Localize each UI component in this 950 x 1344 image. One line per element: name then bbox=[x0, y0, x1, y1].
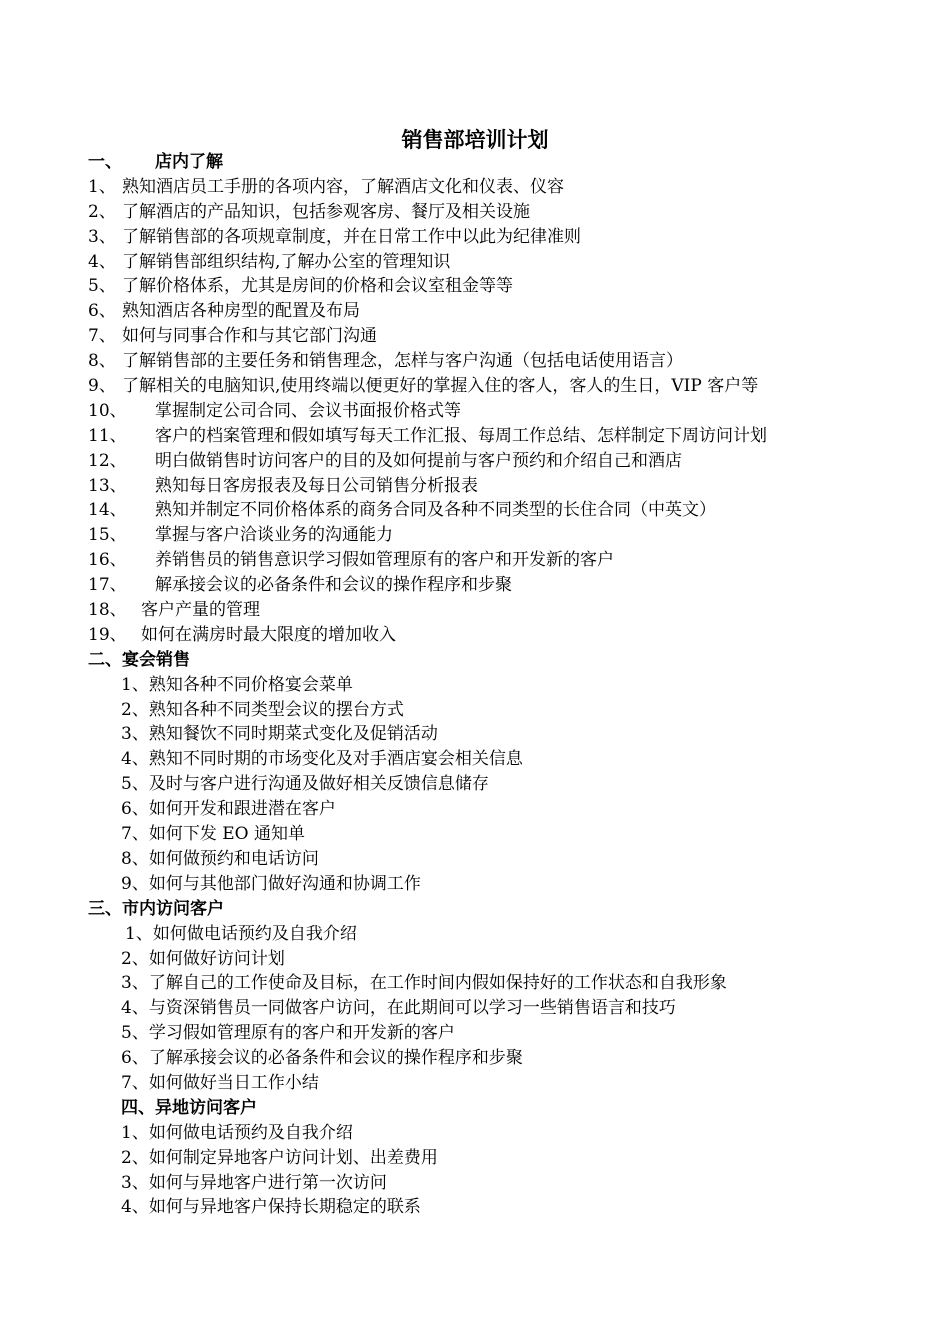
item-number: 11、 bbox=[88, 425, 127, 446]
item-number: 2、 bbox=[88, 201, 116, 222]
item-text: 如何在满房时最大限度的增加收入 bbox=[141, 624, 396, 645]
list-item bbox=[88, 349, 928, 374]
list-item bbox=[88, 274, 928, 299]
item-number: 12、 bbox=[88, 450, 127, 471]
section-heading bbox=[88, 150, 928, 175]
item-number: 14、 bbox=[88, 500, 127, 521]
list-item bbox=[88, 474, 928, 499]
list-item: 1、如何做电话预约及自我介绍 bbox=[125, 923, 357, 944]
list-item: 2、熟知各种不同类型会议的摆台方式 bbox=[121, 699, 404, 720]
list-item: 7、如何下发 EO 通知单 bbox=[121, 824, 305, 845]
list-item: 6、如何开发和跟进潜在客户 bbox=[121, 799, 336, 820]
item-number: 13、 bbox=[88, 475, 127, 496]
item-number: 10、 bbox=[88, 400, 127, 421]
list-item: 1、如何做电话预约及自我介绍 bbox=[121, 1122, 353, 1143]
list-item: 3、熟知餐饮不同时期菜式变化及促销活动 bbox=[121, 724, 438, 745]
list-item: 2、如何做好访问计划 bbox=[121, 948, 285, 969]
item-number: 3、 bbox=[88, 226, 116, 247]
item-number: 17、 bbox=[88, 575, 127, 596]
list-item bbox=[88, 250, 928, 275]
item-text: 明白做销售时访问客户的目的及如何提前与客户预约和介绍自己和酒店 bbox=[155, 450, 682, 471]
item-text: 养销售员的销售意识学习假如管理原有的客户和开发新的客户 bbox=[155, 550, 614, 571]
list-item bbox=[88, 225, 928, 250]
item-number: 7、 bbox=[88, 326, 116, 347]
item-text: 熟知酒店各种房型的配置及布局 bbox=[122, 301, 360, 322]
item-text: 熟知并制定不同价格体系的商务合同及各种不同类型的长住合同（中英文） bbox=[155, 500, 716, 521]
item-text: 掌握制定公司合同、会议书面报价格式等 bbox=[155, 400, 461, 421]
item-text: 了解销售部的各项规章制度，并在日常工作中以此为纪律准则 bbox=[122, 226, 581, 247]
list-item bbox=[88, 598, 928, 623]
list-item: 4、如何与异地客户保持长期稳定的联系 bbox=[121, 1197, 421, 1218]
list-item bbox=[88, 324, 928, 349]
section-heading: 二、宴会销售 bbox=[88, 649, 190, 670]
item-text: 熟知酒店员工手册的各项内容，了解酒店文化和仪表、仪容 bbox=[122, 176, 564, 197]
item-number: 19、 bbox=[88, 624, 127, 645]
item-number: 16、 bbox=[88, 550, 127, 571]
item-text: 了解价格体系，尤其是房间的价格和会议室租金等等 bbox=[122, 276, 513, 297]
item-text: 如何与同事合作和与其它部门沟通 bbox=[122, 326, 377, 347]
item-text: 客户的档案管理和假如填写每天工作汇报、每周工作总结、怎样制定下周访问计划 bbox=[155, 425, 767, 446]
item-number: 9、 bbox=[88, 376, 116, 397]
item-text: 了解销售部组织结构,了解办公室的管理知识 bbox=[122, 251, 451, 272]
list-item bbox=[88, 498, 928, 523]
list-item: 5、学习假如管理原有的客户和开发新的客户 bbox=[121, 1023, 455, 1044]
list-item bbox=[88, 299, 928, 324]
list-item bbox=[88, 623, 928, 648]
list-item: 3、了解自己的工作使命及目标，在工作时间内假如保持好的工作状态和自我形象 bbox=[121, 973, 727, 994]
list-item bbox=[88, 548, 928, 573]
list-item: 2、如何制定异地客户访问计划、出差费用 bbox=[121, 1147, 438, 1168]
list-item: 9、如何与其他部门做好沟通和协调工作 bbox=[121, 873, 421, 894]
item-text: 了解相关的电脑知识,使用终端以便更好的掌握入住的客人，客人的生日，VIP 客户等 bbox=[122, 376, 759, 397]
list-item bbox=[88, 399, 928, 424]
item-text: 了解酒店的产品知识，包括参观客房、餐厅及相关设施 bbox=[122, 201, 530, 222]
item-number: 15、 bbox=[88, 525, 127, 546]
item-text: 了解销售部的主要任务和销售理念，怎样与客户沟通（包括电话使用语言） bbox=[122, 351, 683, 372]
item-number: 18、 bbox=[88, 600, 127, 621]
list-item: 1、熟知各种不同价格宴会菜单 bbox=[121, 674, 353, 695]
list-item: 3、如何与异地客户进行第一次访问 bbox=[121, 1172, 387, 1193]
item-number: 1、 bbox=[88, 176, 116, 197]
list-item bbox=[88, 200, 928, 225]
list-item: 4、熟知不同时期的市场变化及对手酒店宴会相关信息 bbox=[121, 749, 523, 770]
list-item bbox=[88, 573, 928, 598]
list-item bbox=[88, 424, 928, 449]
section-heading: 三、市内访问客户 bbox=[88, 898, 224, 919]
list-item bbox=[88, 374, 928, 399]
item-number: 5、 bbox=[88, 276, 116, 297]
list-item bbox=[88, 523, 928, 548]
list-item: 6、了解承接会议的必备条件和会议的操作程序和步聚 bbox=[121, 1048, 523, 1069]
item-number: 6、 bbox=[88, 301, 116, 322]
list-item: 8、如何做预约和电话访问 bbox=[121, 848, 319, 869]
item-number: 8、 bbox=[88, 351, 116, 372]
section-heading: 四、异地访问客户 bbox=[121, 1097, 257, 1118]
list-item: 5、及时与客户进行沟通及做好相关反馈信息储存 bbox=[121, 774, 489, 795]
item-text: 熟知每日客房报表及每日公司销售分析报表 bbox=[155, 475, 478, 496]
item-number: 4、 bbox=[88, 251, 116, 272]
list-item bbox=[88, 449, 928, 474]
item-text: 解承接会议的必备条件和会议的操作程序和步聚 bbox=[155, 575, 512, 596]
document-title: 销售部培训计划 bbox=[401, 127, 549, 152]
list-item: 4、与资深销售员一同做客户访问，在此期间可以学习一些销售语言和技巧 bbox=[121, 998, 676, 1019]
document-body bbox=[88, 150, 928, 1220]
list-item: 7、如何做好当日工作小结 bbox=[121, 1072, 319, 1093]
list-item bbox=[88, 175, 928, 200]
item-text: 掌握与客户洽谈业务的沟通能力 bbox=[155, 525, 393, 546]
section-title: 店内了解 bbox=[155, 152, 223, 172]
item-text: 客户产量的管理 bbox=[141, 600, 260, 621]
section-number: 一、 bbox=[88, 152, 122, 172]
